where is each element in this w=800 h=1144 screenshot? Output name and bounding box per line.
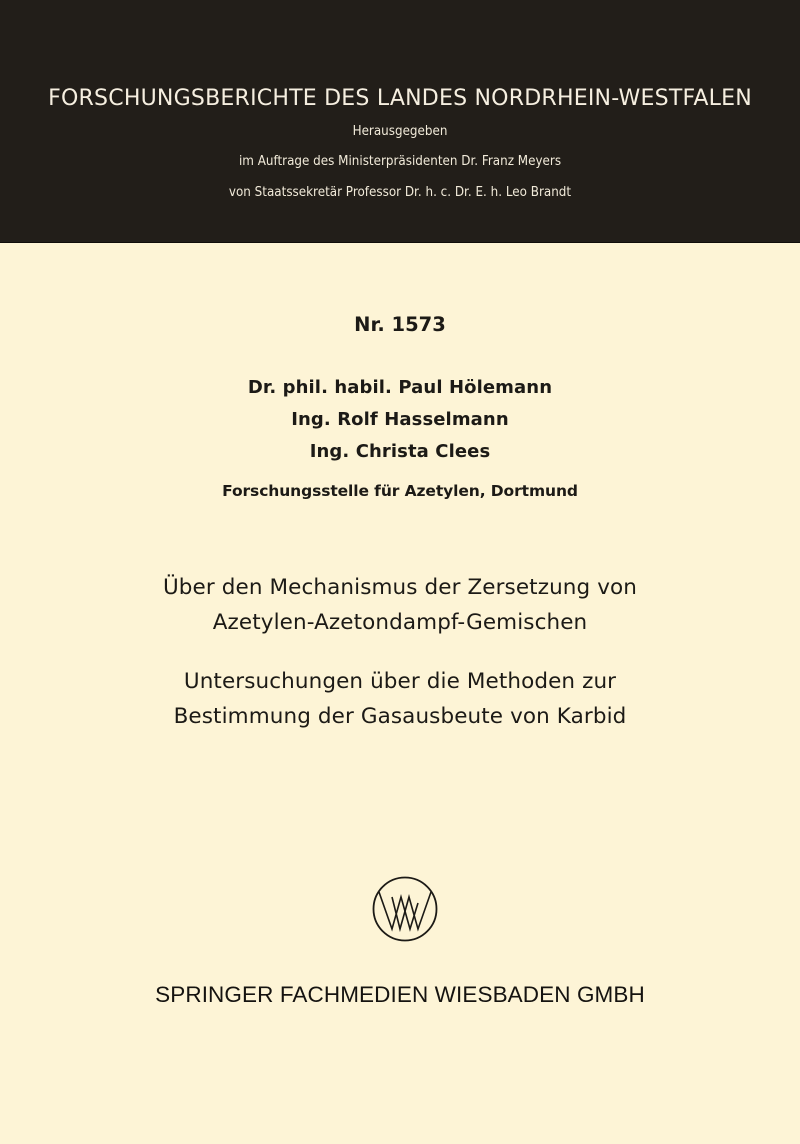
publisher-name: SPRINGER FACHMEDIEN WIESBADEN GMBH xyxy=(155,982,645,1007)
issue-number: Nr. 1573 xyxy=(354,313,446,336)
editor-line-published: Herausgegeben xyxy=(352,124,448,139)
author-name: Ing. Christa Clees xyxy=(309,441,491,462)
series-title: FORSCHUNGSBERICHTE DES LANDES NORDRHEIN-WESTFALEN xyxy=(48,85,752,111)
author-name: Ing. Rolf Hasselmann xyxy=(291,409,509,430)
author-name: Dr. phil. habil. Paul Hölemann xyxy=(247,377,553,398)
report-title-1-line-2: Azetylen-Azetondampf-Gemischen xyxy=(212,610,588,635)
editor-line-commission: im Auftrage des Ministerpräsidenten Dr. Franz Meyers xyxy=(238,154,562,169)
publisher-logo-icon xyxy=(371,875,439,943)
report-title-1-line-1: Über den Mechanismus der Zersetzung von xyxy=(162,575,638,600)
report-title-2-line-2: Bestimmung der Gasausbeute von Karbid xyxy=(173,704,627,729)
report-title-2-line-1: Untersuchungen über die Methoden zur xyxy=(183,669,617,694)
series-header-band xyxy=(0,0,800,243)
institution: Forschungsstelle für Azetylen, Dortmund xyxy=(222,482,578,500)
editor-line-editor: von Staatssekretär Professor Dr. h. c. Dr. E. h. Leo Brandt xyxy=(228,185,572,200)
